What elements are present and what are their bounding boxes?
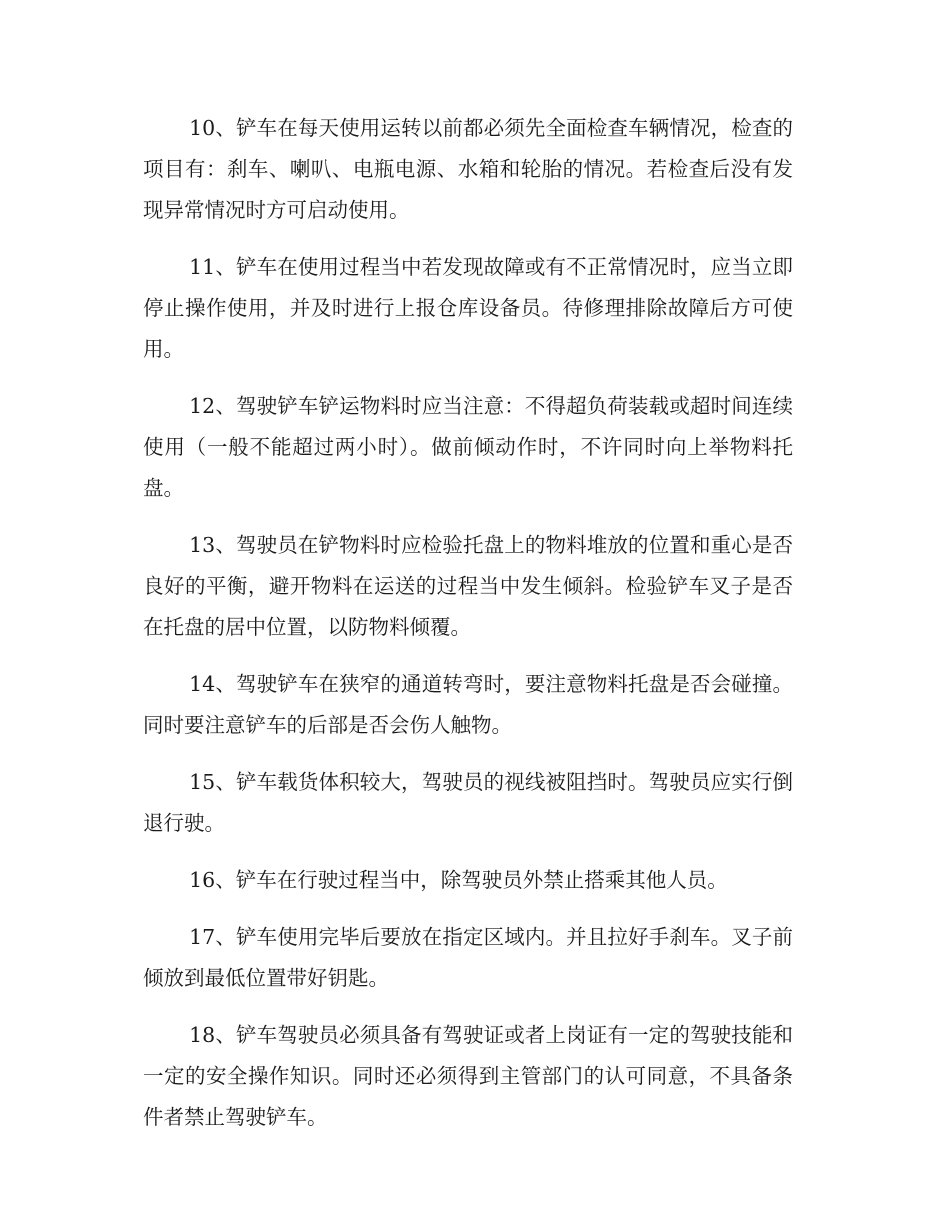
paragraph-rule-15: 15、铲车载货体积较大，驾驶员的视线被阻挡时。驾驶员应实行倒退行驶。 (143, 770, 793, 835)
paragraph-rule-14: 14、驾驶铲车在狭窄的通道转弯时，要注意物料托盘是否会碰撞。同时要注意铲车的后部是否会伤人触物。 (143, 672, 793, 737)
paragraph-rule-11: 11、铲车在使用过程当中若发现故障或有不正常情况时，应当立即停止操作使用，并及时进行上报仓库设备员。待修理排除故障后方可使用。 (143, 255, 793, 361)
paragraph-rule-10: 10、铲车在每天使用运转以前都必须先全面检查车辆情况，检查的项目有：刹车、喇叭、电瓶电源、水箱和轮胎的情况。若检查后没有发现异常情况时方可启动使用。 (143, 116, 793, 222)
paragraph-rule-18: 18、铲车驾驶员必须具备有驾驶证或者上岗证有一定的驾驶技能和一定的安全操作知识。同时还必须得到主管部门的认可同意，不具备条件者禁止驾驶铲车。 (143, 1023, 793, 1129)
paragraph-rule-12: 12、驾驶铲车铲运物料时应当注意：不得超负荷装载或超时间连续使用（一般不能超过两小时）。做前倾动作时，不许同时向上举物料托盘。 (143, 394, 793, 500)
paragraph-rule-16: 16、铲车在行驶过程当中，除驾驶员外禁止搭乘其他人员。 (189, 868, 728, 892)
document-page (143, 108, 793, 1154)
paragraph-rule-13: 13、驾驶员在铲物料时应检验托盘上的物料堆放的位置和重心是否良好的平衡，避开物料在运送的过程当中发生倾斜。检验铲车叉子是否在托盘的居中位置，以防物料倾覆。 (143, 533, 793, 639)
paragraph-rule-17: 17、铲车使用完毕后要放在指定区域内。并且拉好手刹车。叉子前倾放到最低位置带好钥匙。 (143, 925, 793, 990)
